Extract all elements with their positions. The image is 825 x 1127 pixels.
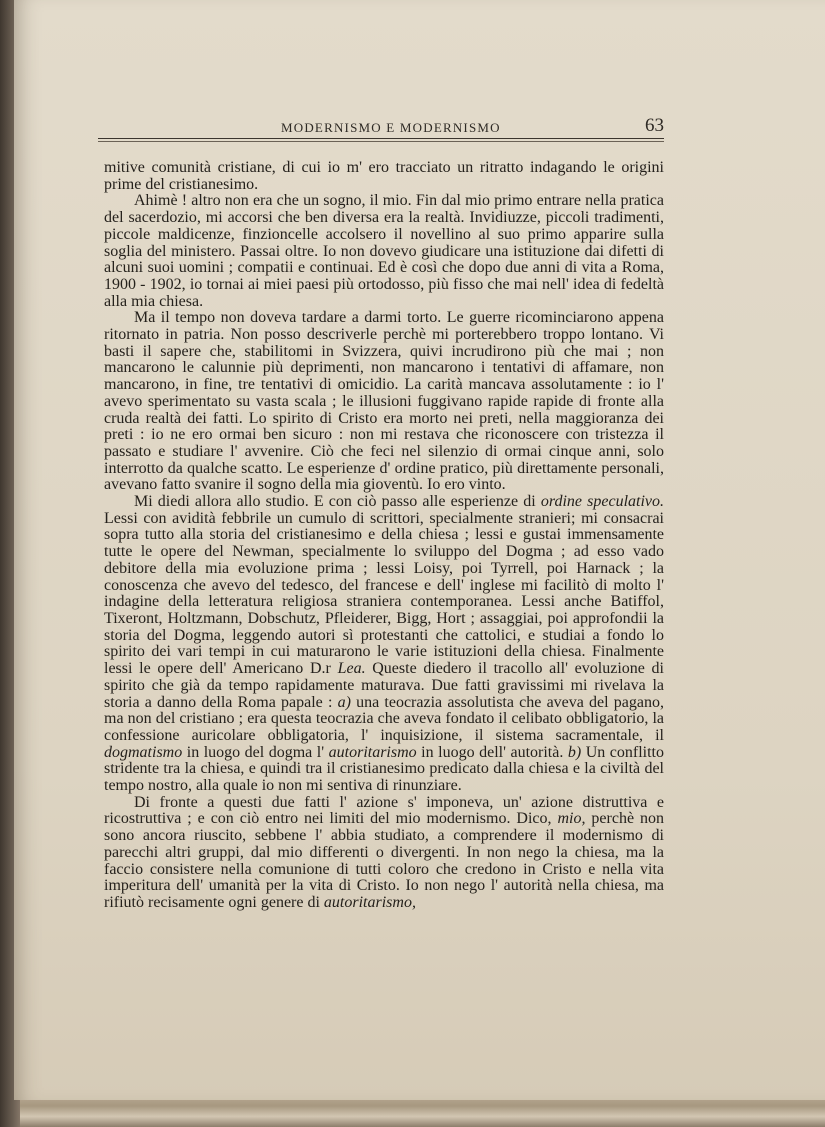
paragraph-5: [104, 795, 664, 912]
paragraph-1: mitive comunità cristiane, di cui io m' ero tracciato un ritratto indagando le origini prime del cristianesimo.: [104, 159, 664, 193]
italic-run: ordine speculativo.: [540, 493, 665, 511]
italic-run: autoritarismo: [328, 743, 417, 761]
text-run: Queste diedero il tracollo all' evoluzione di spirito che già da tempo rapidamente maturava. Due fatti gravissimi mi rivelava la storia a danno della Roma papale :: [104, 660, 664, 711]
italic-run: Lea.: [337, 660, 366, 678]
running-header: [98, 112, 664, 142]
header-rule-thin: [98, 141, 664, 142]
italic-run: a): [337, 693, 351, 711]
italic-run: mio,: [557, 810, 586, 828]
text-run: perchè non sono ancora riuscito, sebbene l' abbia studiato, a comprendere il modernismo di parecchi altri gruppi, dal mio differenti o divergenti. In non nego la chiesa, ma la faccio consistere nella comunione di tutti coloro che credono in Cristo e nella vita imperitura dell' umanità per la vita di Cristo. Io non nego l' autorità nella chiesa, ma rifiutò recisamente ogni genere di: [104, 810, 664, 911]
text-run: una teocrazia assolutista che aveva del pagano, ma non del cristiano ; era questa teocrazia che aveva fondato il celibato obbligatorio, la confessione auricolare obbligatoria, l' inquisizione, il sistema sacramentale, il: [104, 693, 665, 744]
text-run: Di fronte a questi due fatti l' azione s' imponeva, un' azione distruttiva e ricostruttiva ; e con ciò entro nei limiti del mio modernismo. Dico,: [104, 793, 664, 828]
text-run: Un conflitto stridente tra la chiesa, e quindi tra il cristianesimo predicato dalla chiesa e la civiltà del tempo nostro, alla quale io non mi sentiva di rinunziare.: [104, 743, 664, 795]
text-run: Mi diedi allora allo studio. E con ciò passo alle esperienze di: [134, 493, 541, 511]
page-number: 63: [645, 115, 664, 136]
running-title: MODERNISMO E MODERNISMO: [281, 120, 501, 135]
header-rule: [98, 138, 664, 139]
paragraph-3: Ma il tempo non doveva tardare a darmi torto. Le guerre ricominciarono appena ritornato in patria. Non posso descriverle perchè mi porterebbero troppo lontano. Vi basti il sapere che, stabilitomi in Svizzera, quivi incrudirono più che mai ; non mancarono le calunnie più deprimenti, non mancarono i tentativi di affamare, non mancarono, in fine, tre tentativi di omicidio. La carità mancava assolutamente : io l' avevo sperimentato su vasta scala ; le illusioni fuggivano rapide rapide di fronte alla cruda realtà dei fatti. Lo spirito di Cristo era morto nei preti, nella maggioranza dei preti : io ne ero ormai ben sicuro : non mi restava che riconoscere con tristezza il passato e studiare l' avvenire. Ciò che feci nel silenzio di ormai cinque anni, solo interrotto da qualche scatto. Le esperienze d' ordine pratico, più direttamente personali, avevano fatto svanire il sogno della mia gioventù. Io ero vinto.: [104, 309, 664, 494]
text-run: in luogo dell' autorità.: [416, 743, 568, 761]
italic-run: dogmatismo: [104, 743, 183, 761]
body-text: [104, 160, 664, 912]
paragraph-2: Ahimè ! altro non era che un sogno, il mio. Fin dal mio primo entrare nella pratica del sacerdozio, mi accorsi che ben diversa era la realtà. Invidiuzze, piccoli tradimenti, piccole maldicenze, finzioncelle accolsero il novellino al suo primo apparire sulla soglia del ministero. Passai oltre. Io non dovevo giudicare una istituzione dai difetti di alcuni suoi uomini ; compatii e continuai. Ed è così che dopo due anni di vita a Roma, 1900 - 1902, io tornai ai miei paesi più ortodosso, più fisso che mai nell' idea di fedeltà alla mia chiesa.: [104, 192, 664, 310]
text-run: in luogo del dogma l': [182, 743, 329, 761]
italic-run: autoritarismo,: [323, 893, 416, 911]
paragraph-4: [104, 494, 664, 795]
italic-run: b): [567, 743, 582, 761]
text-run: Lessi con avidità febbrile un cumulo di scrittori, specialmente stranieri; mi consacrai sopra tutto alla storia del cristianesimo e della chiesa ; lessi e gustai immensamente tutte le opere del Newman, specialmente lo sviluppo del Dogma ; ad esso vado debitore della mia evoluzione prima ; lessi Loisy, poi Tyrrell, poi Harnack ; la conoscenza che avevo del tedesco, del francese e dell' inglese mi facilitò di molto l' indagine della letteratura religiosa straniera contemporanea. Lessi anche Batiffol, Tixeront, Holtzmann, Dobschutz, Pfleiderer, Bigg, Hort ; assaggiai, poi approfondii la storia del Dogma, leggendo autori sì protestanti che cattolici, e studiai a fondo lo spirito dei vari tempi in cui maturarono le varie istituzioni della chiesa. Finalmente lessi le opere dell' Americano D.r: [104, 509, 664, 678]
